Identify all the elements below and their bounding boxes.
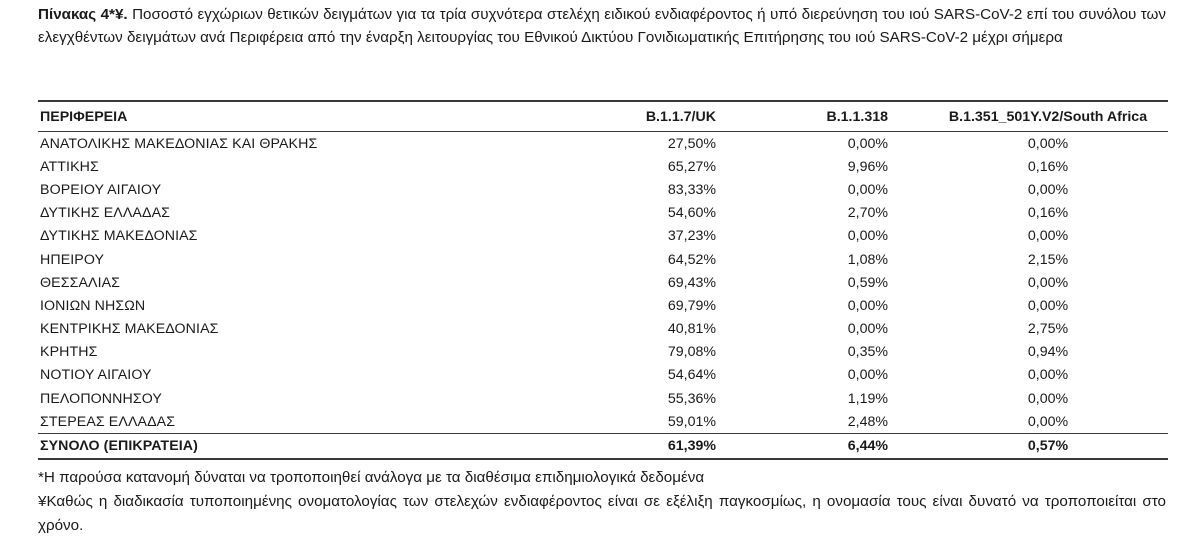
- table-header: [38, 101, 1168, 132]
- variants-table: [38, 100, 1168, 460]
- cell-b318: 0,00%: [847, 367, 888, 384]
- cell-uk: 37,23%: [667, 228, 716, 245]
- header-b318: B.1.1.318: [826, 108, 888, 125]
- cell-sa: 0,00%: [1027, 228, 1069, 245]
- cell-region: ΔΥΤΙΚΗΣ ΕΛΛΑΔΑΣ: [40, 205, 171, 222]
- table-row: [38, 132, 1168, 156]
- table-body: [38, 132, 1168, 434]
- cell-sa: 0,94%: [1027, 344, 1069, 361]
- cell-sa: 0,00%: [1027, 135, 1069, 152]
- cell-sa: 0,00%: [1027, 297, 1069, 314]
- footnote-asterisk: *Η παρούσα κατανομή δύναται να τροποποιηθεί ανάλογα με τα διαθέσιμα επιδημιολογικά δεδομένα: [38, 469, 705, 486]
- cell-sa: 0,00%: [1027, 390, 1069, 407]
- header-region: ΠΕΡΙΦΕΡΕΙΑ: [40, 108, 128, 125]
- cell-uk: 65,27%: [667, 158, 716, 175]
- cell-region: ΝΟΤΙΟΥ ΑΙΓΑΙΟΥ: [40, 367, 152, 384]
- cell-uk: 69,43%: [667, 274, 716, 291]
- cell-region: ΑΝΑΤΟΛΙΚΗΣ ΜΑΚΕΔΟΝΙΑΣ ΚΑΙ ΘΡΑΚΗΣ: [40, 135, 318, 152]
- cell-region: ΣΤΕΡΕΑΣ ΕΛΛΑΔΑΣ: [40, 413, 176, 430]
- cell-region: ΗΠΕΙΡΟΥ: [40, 251, 105, 268]
- total-b318: 6,44%: [847, 438, 888, 455]
- table-row: [38, 318, 1168, 341]
- cell-region: ΠΕΛΟΠΟΝΝΗΣΟΥ: [40, 390, 162, 407]
- cell-sa: 2,75%: [1027, 321, 1069, 338]
- cell-b318: 0,00%: [847, 321, 888, 338]
- table-caption: [38, 4, 1166, 49]
- cell-uk: 55,36%: [667, 390, 716, 407]
- table-footer: [38, 434, 1168, 460]
- header-sa: B.1.351_501Y.V2/South Africa: [948, 108, 1148, 125]
- cell-region: ΙΟΝΙΩΝ ΝΗΣΩΝ: [40, 297, 146, 314]
- cell-b318: 0,00%: [847, 297, 888, 314]
- cell-region: ΘΕΣΣΑΛΙΑΣ: [40, 274, 121, 291]
- cell-uk: 69,79%: [667, 297, 716, 314]
- cell-b318: 0,00%: [847, 181, 888, 198]
- footnotes: [38, 466, 1166, 538]
- cell-region: ΚΕΝΤΡΙΚΗΣ ΜΑΚΕΔΟΝΙΑΣ: [40, 321, 219, 338]
- table-row: [38, 225, 1168, 248]
- cell-uk: 40,81%: [667, 321, 716, 338]
- cell-sa: 0,16%: [1027, 205, 1069, 222]
- cell-uk: 27,50%: [667, 135, 716, 152]
- cell-sa: 0,00%: [1027, 367, 1069, 384]
- cell-b318: 0,59%: [847, 274, 888, 291]
- table-row: [38, 248, 1168, 271]
- table-row: [38, 294, 1168, 317]
- cell-b318: 0,35%: [847, 344, 888, 361]
- variants-table-container: [38, 100, 1168, 460]
- cell-uk: 64,52%: [667, 251, 716, 268]
- caption-text: Ποσοστό εγχώριων θετικών δειγμάτων για τα τρία συχνότερα στελέχη ειδικού ενδιαφέροντος ή υπό διερεύνηση του ιού SARS-CoV-2 επί του συνόλου των ελεγχθέντων δειγμάτων ανά Περιφέρεια από την έναρξη λειτουργίας του Εθνικού Δικτύου Γονιδιωματικής Επιτήρησης του ιού SARS-CoV-2 μέχρι σήμερα: [38, 6, 1166, 46]
- cell-b318: 1,08%: [847, 251, 888, 268]
- table-row: [38, 410, 1168, 434]
- table-row: [38, 155, 1168, 178]
- caption-lead: Πίνακας 4*¥.: [38, 6, 128, 23]
- cell-region: ΑΤΤΙΚΗΣ: [40, 158, 99, 175]
- cell-b318: 1,19%: [847, 390, 888, 407]
- table-row: [38, 364, 1168, 387]
- cell-sa: 0,00%: [1027, 181, 1069, 198]
- table-row: [38, 202, 1168, 225]
- table-row: [38, 271, 1168, 294]
- cell-b318: 9,96%: [847, 158, 888, 175]
- cell-uk: 79,08%: [667, 344, 716, 361]
- cell-b318: 0,00%: [847, 228, 888, 245]
- cell-b318: 2,70%: [847, 205, 888, 222]
- total-uk: 61,39%: [667, 438, 716, 455]
- header-row: [38, 101, 1168, 132]
- cell-sa: 0,16%: [1027, 158, 1069, 175]
- footnote-yen: ¥Καθώς η διαδικασία τυποποιημένης ονοματολογίας των στελεχών ενδιαφέροντος είναι σε εξέλιξη παγκοσμίως, η ονομασία τους είναι δυνατό να τροποποιείται στο χρόνο.: [38, 493, 1166, 534]
- cell-b318: 0,00%: [847, 135, 888, 152]
- table-row: [38, 387, 1168, 410]
- cell-b318: 2,48%: [847, 413, 888, 430]
- total-region: ΣΥΝΟΛΟ (ΕΠΙΚΡΑΤΕΙΑ): [40, 438, 198, 455]
- total-sa: 0,57%: [1027, 438, 1069, 455]
- cell-region: ΚΡΗΤΗΣ: [40, 344, 98, 361]
- cell-sa: 0,00%: [1027, 274, 1069, 291]
- cell-region: ΒΟΡΕΙΟΥ ΑΙΓΑΙΟΥ: [40, 181, 162, 198]
- cell-uk: 54,60%: [667, 205, 716, 222]
- cell-region: ΔΥΤΙΚΗΣ ΜΑΚΕΔΟΝΙΑΣ: [40, 228, 198, 245]
- total-row: [38, 434, 1168, 460]
- cell-sa: 0,00%: [1027, 413, 1069, 430]
- table-row: [38, 341, 1168, 364]
- header-uk: B.1.1.7/UK: [645, 108, 716, 125]
- cell-uk: 59,01%: [667, 413, 716, 430]
- table-row: [38, 178, 1168, 201]
- cell-uk: 54,64%: [667, 367, 716, 384]
- cell-sa: 2,15%: [1027, 251, 1069, 268]
- cell-uk: 83,33%: [667, 181, 716, 198]
